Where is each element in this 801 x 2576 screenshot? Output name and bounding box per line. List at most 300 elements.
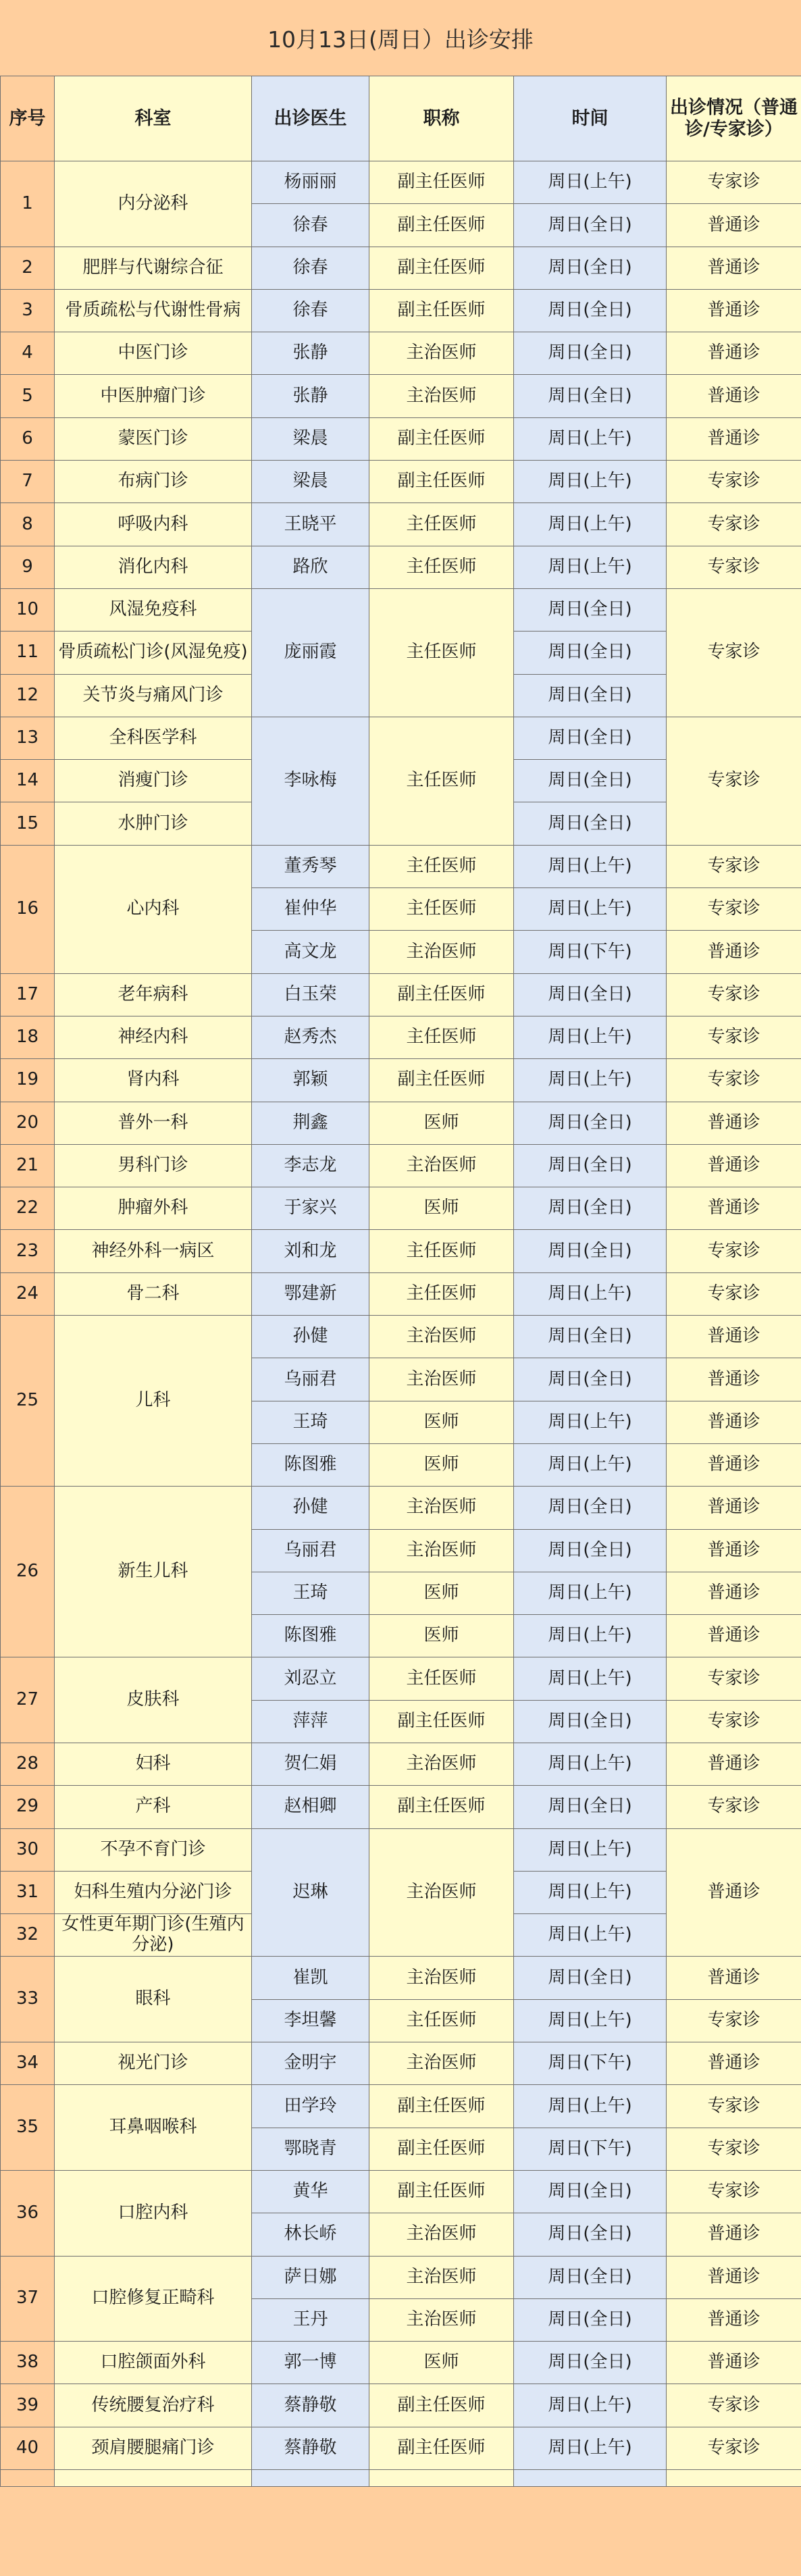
clinic-type: 普通诊 <box>667 247 801 289</box>
clinic-time: 周日(全日) <box>514 1144 667 1187</box>
row-number: 32 <box>1 1914 55 1957</box>
row-number: 9 <box>1 546 55 588</box>
department: 男科门诊 <box>55 1144 252 1187</box>
table-row <box>1 1272 801 1315</box>
empty-cell <box>514 2470 667 2487</box>
table-row <box>1 2342 801 2384</box>
doctor-name: 高文龙 <box>252 931 369 973</box>
table-footer-row <box>1 2470 801 2487</box>
doctor-name: 梁晨 <box>252 417 369 460</box>
header-time: 时间 <box>514 76 667 161</box>
doctor-title: 主任医师 <box>369 845 514 887</box>
table-row <box>1 1828 801 1871</box>
clinic-type: 专家诊 <box>667 461 801 503</box>
doctor-name: 赵相卿 <box>252 1786 369 1828</box>
row-number: 6 <box>1 417 55 460</box>
row-number: 22 <box>1 1187 55 1230</box>
clinic-time: 周日(全日) <box>514 674 667 717</box>
row-number: 20 <box>1 1102 55 1144</box>
clinic-time: 周日(上午) <box>514 1999 667 2042</box>
table-row <box>1 461 801 503</box>
doctor-title: 主治医师 <box>369 1316 514 1358</box>
clinic-type: 普通诊 <box>667 417 801 460</box>
department: 肾内科 <box>55 1059 252 1102</box>
clinic-time: 周日(上午) <box>514 1914 667 1957</box>
row-number: 19 <box>1 1059 55 1102</box>
doctor-name: 郭颖 <box>252 1059 369 1102</box>
table-row <box>1 1743 801 1785</box>
department: 中医肿瘤门诊 <box>55 375 252 417</box>
department: 颈肩腰腿痛门诊 <box>55 2427 252 2469</box>
row-number: 18 <box>1 1016 55 1058</box>
doctor-name: 田学玲 <box>252 2085 369 2128</box>
clinic-time: 周日(上午) <box>514 845 667 887</box>
clinic-time: 周日(上午) <box>514 546 667 588</box>
clinic-time: 周日(上午) <box>514 1615 667 1657</box>
clinic-time: 周日(全日) <box>514 375 667 417</box>
table-row <box>1 1144 801 1187</box>
clinic-type: 专家诊 <box>667 1700 801 1743</box>
empty-cell <box>369 2470 514 2487</box>
clinic-time: 周日(全日) <box>514 2256 667 2298</box>
doctor-name: 王琦 <box>252 1572 369 1614</box>
doctor-name: 王琦 <box>252 1401 369 1443</box>
table-row <box>1 417 801 460</box>
clinic-time: 周日(全日) <box>514 2213 667 2256</box>
doctor-name: 蔡静敬 <box>252 2427 369 2469</box>
row-number: 1 <box>1 161 55 247</box>
clinic-type: 普通诊 <box>667 1487 801 1529</box>
table-row <box>1 1230 801 1272</box>
table-row <box>1 2170 801 2213</box>
clinic-type: 普通诊 <box>667 1358 801 1401</box>
clinic-time: 周日(上午) <box>514 1059 667 1102</box>
row-number: 2 <box>1 247 55 289</box>
doctor-name: 张静 <box>252 375 369 417</box>
clinic-type: 专家诊 <box>667 588 801 717</box>
doctor-title: 医师 <box>369 1401 514 1443</box>
row-number: 15 <box>1 802 55 845</box>
table-row <box>1 375 801 417</box>
doctor-name: 金明宇 <box>252 2042 369 2085</box>
header-type: 出诊情况（普通诊/专家诊） <box>667 76 801 161</box>
doctor-title: 副主任医师 <box>369 2427 514 2469</box>
clinic-time: 周日(全日) <box>514 1957 667 1999</box>
clinic-time: 周日(上午) <box>514 1443 667 1486</box>
table-row <box>1 247 801 289</box>
doctor-name: 赵秀杰 <box>252 1016 369 1058</box>
schedule-table <box>0 76 801 2487</box>
department: 神经外科一病区 <box>55 1230 252 1272</box>
clinic-type: 专家诊 <box>667 2384 801 2427</box>
clinic-type: 普通诊 <box>667 1187 801 1230</box>
doctor-title: 副主任医师 <box>369 161 514 204</box>
clinic-time: 周日(全日) <box>514 1786 667 1828</box>
table-row <box>1 1016 801 1058</box>
table-row <box>1 1102 801 1144</box>
clinic-time: 周日(全日) <box>514 632 667 674</box>
doctor-name: 李坦馨 <box>252 1999 369 2042</box>
table-row <box>1 2042 801 2085</box>
header-doctor: 出诊医生 <box>252 76 369 161</box>
doctor-name: 蔡静敬 <box>252 2384 369 2427</box>
department: 视光门诊 <box>55 2042 252 2085</box>
row-number: 5 <box>1 375 55 417</box>
clinic-type: 专家诊 <box>667 1999 801 2042</box>
clinic-time: 周日(全日) <box>514 1700 667 1743</box>
row-number: 36 <box>1 2170 55 2256</box>
department: 全科医学科 <box>55 717 252 759</box>
clinic-time: 周日(全日) <box>514 588 667 631</box>
clinic-time: 周日(全日) <box>514 717 667 759</box>
clinic-type: 普通诊 <box>667 2213 801 2256</box>
doctor-name: 梁晨 <box>252 461 369 503</box>
clinic-type: 专家诊 <box>667 2128 801 2170</box>
doctor-name: 孙健 <box>252 1316 369 1358</box>
table-row <box>1 503 801 546</box>
table-row <box>1 588 801 631</box>
clinic-type: 普通诊 <box>667 375 801 417</box>
doctor-title: 医师 <box>369 2342 514 2384</box>
clinic-type: 专家诊 <box>667 888 801 931</box>
doctor-name: 崔仲华 <box>252 888 369 931</box>
table-row <box>1 845 801 887</box>
department: 老年病科 <box>55 973 252 1016</box>
empty-cell <box>1 2470 55 2487</box>
doctor-name: 于家兴 <box>252 1187 369 1230</box>
table-row <box>1 546 801 588</box>
department: 中医门诊 <box>55 332 252 375</box>
department: 骨质疏松与代谢性骨病 <box>55 289 252 332</box>
row-number: 4 <box>1 332 55 375</box>
clinic-time: 周日(全日) <box>514 289 667 332</box>
doctor-title: 副主任医师 <box>369 417 514 460</box>
row-number: 11 <box>1 632 55 674</box>
row-number: 34 <box>1 2042 55 2085</box>
row-number: 35 <box>1 2085 55 2171</box>
table-row <box>1 1187 801 1230</box>
doctor-title: 主任医师 <box>369 546 514 588</box>
doctor-name: 董秀琴 <box>252 845 369 887</box>
doctor-title: 副主任医师 <box>369 1700 514 1743</box>
clinic-type: 专家诊 <box>667 1657 801 1700</box>
clinic-time: 周日(下午) <box>514 2128 667 2170</box>
department: 蒙医门诊 <box>55 417 252 460</box>
table-row <box>1 1786 801 1828</box>
clinic-time: 周日(全日) <box>514 2170 667 2213</box>
department: 骨二科 <box>55 1272 252 1315</box>
clinic-type: 普通诊 <box>667 1401 801 1443</box>
row-number: 24 <box>1 1272 55 1315</box>
doctor-name: 贺仁娟 <box>252 1743 369 1785</box>
department: 传统腰复治疗科 <box>55 2384 252 2427</box>
header-dept: 科室 <box>55 76 252 161</box>
doctor-title: 医师 <box>369 1443 514 1486</box>
clinic-type: 普通诊 <box>667 1443 801 1486</box>
clinic-type: 普通诊 <box>667 2042 801 2085</box>
clinic-time: 周日(上午) <box>514 161 667 204</box>
department: 口腔修复正畸科 <box>55 2256 252 2342</box>
department: 关节炎与痛风门诊 <box>55 674 252 717</box>
clinic-time: 周日(全日) <box>514 973 667 1016</box>
doctor-title: 主任医师 <box>369 1272 514 1315</box>
doctor-title: 副主任医师 <box>369 247 514 289</box>
doctor-title: 主任医师 <box>369 503 514 546</box>
clinic-time: 周日(上午) <box>514 1828 667 1871</box>
clinic-type: 普通诊 <box>667 1828 801 1957</box>
department: 女性更年期门诊(生殖内分泌) <box>55 1914 252 1957</box>
doctor-title: 主任医师 <box>369 588 514 717</box>
table-row <box>1 2256 801 2298</box>
empty-cell <box>55 2470 252 2487</box>
clinic-type: 专家诊 <box>667 1272 801 1315</box>
clinic-type: 专家诊 <box>667 973 801 1016</box>
doctor-name: 杨丽丽 <box>252 161 369 204</box>
clinic-time: 周日(全日) <box>514 1316 667 1358</box>
row-number: 12 <box>1 674 55 717</box>
department: 口腔内科 <box>55 2170 252 2256</box>
doctor-name: 荆鑫 <box>252 1102 369 1144</box>
doctor-title: 副主任医师 <box>369 1786 514 1828</box>
doctor-name: 徐春 <box>252 247 369 289</box>
doctor-title: 主治医师 <box>369 1828 514 1957</box>
doctor-name: 萨日娜 <box>252 2256 369 2298</box>
doctor-title: 主治医师 <box>369 2042 514 2085</box>
department: 儿科 <box>55 1316 252 1487</box>
department: 消化内科 <box>55 546 252 588</box>
doctor-name: 黄华 <box>252 2170 369 2213</box>
clinic-time: 周日(上午) <box>514 1272 667 1315</box>
empty-cell <box>252 2470 369 2487</box>
doctor-title: 副主任医师 <box>369 2384 514 2427</box>
row-number: 31 <box>1 1871 55 1913</box>
doctor-title: 主治医师 <box>369 1487 514 1529</box>
doctor-name: 崔凯 <box>252 1957 369 1999</box>
doctor-name: 庞丽霞 <box>252 588 369 717</box>
clinic-type: 普通诊 <box>667 2298 801 2341</box>
row-number: 23 <box>1 1230 55 1272</box>
clinic-time: 周日(全日) <box>514 1529 667 1572</box>
clinic-time: 周日(全日) <box>514 247 667 289</box>
clinic-time: 周日(上午) <box>514 1401 667 1443</box>
table-row <box>1 717 801 759</box>
doctor-title: 主任医师 <box>369 888 514 931</box>
row-number: 7 <box>1 461 55 503</box>
clinic-time: 周日(上午) <box>514 1657 667 1700</box>
department: 神经内科 <box>55 1016 252 1058</box>
clinic-type: 普通诊 <box>667 1615 801 1657</box>
row-number: 37 <box>1 2256 55 2342</box>
department: 消瘦门诊 <box>55 760 252 802</box>
doctor-title: 副主任医师 <box>369 2128 514 2170</box>
doctor-title: 主治医师 <box>369 1144 514 1187</box>
row-number: 33 <box>1 1957 55 2042</box>
clinic-type: 专家诊 <box>667 503 801 546</box>
clinic-type: 专家诊 <box>667 717 801 845</box>
clinic-time: 周日(全日) <box>514 332 667 375</box>
row-number: 26 <box>1 1487 55 1657</box>
table-row <box>1 332 801 375</box>
doctor-title: 主治医师 <box>369 1743 514 1785</box>
doctor-name: 路欣 <box>252 546 369 588</box>
clinic-time: 周日(全日) <box>514 1102 667 1144</box>
clinic-time: 周日(上午) <box>514 461 667 503</box>
department: 布病门诊 <box>55 461 252 503</box>
department: 内分泌科 <box>55 161 252 247</box>
doctor-name: 孙健 <box>252 1487 369 1529</box>
header-title: 职称 <box>369 76 514 161</box>
department: 耳鼻咽喉科 <box>55 2085 252 2171</box>
clinic-type: 普通诊 <box>667 204 801 247</box>
doctor-name: 白玉荣 <box>252 973 369 1016</box>
doctor-name: 陈图雅 <box>252 1443 369 1486</box>
row-number: 21 <box>1 1144 55 1187</box>
doctor-title: 主任医师 <box>369 1230 514 1272</box>
doctor-name: 徐春 <box>252 289 369 332</box>
doctor-name: 鄂晓青 <box>252 2128 369 2170</box>
page-title: 10月13日(周日）出诊安排 <box>0 0 801 76</box>
clinic-type: 普通诊 <box>667 2342 801 2384</box>
department: 心内科 <box>55 845 252 973</box>
clinic-time: 周日(全日) <box>514 204 667 247</box>
department: 水肿门诊 <box>55 802 252 845</box>
clinic-type: 普通诊 <box>667 1529 801 1572</box>
row-number: 30 <box>1 1828 55 1871</box>
doctor-name: 林长峤 <box>252 2213 369 2256</box>
clinic-time: 周日(全日) <box>514 1187 667 1230</box>
clinic-time: 周日(全日) <box>514 2342 667 2384</box>
clinic-type: 专家诊 <box>667 161 801 204</box>
schedule-body <box>1 161 801 2487</box>
clinic-type: 普通诊 <box>667 332 801 375</box>
table-row <box>1 2427 801 2469</box>
doctor-title: 副主任医师 <box>369 2085 514 2128</box>
row-number: 16 <box>1 845 55 973</box>
doctor-name: 刘和龙 <box>252 1230 369 1272</box>
table-row <box>1 2085 801 2128</box>
clinic-time: 周日(上午) <box>514 888 667 931</box>
clinic-type: 专家诊 <box>667 2085 801 2128</box>
clinic-time: 周日(上午) <box>514 1743 667 1785</box>
clinic-type: 专家诊 <box>667 1059 801 1102</box>
table-row <box>1 289 801 332</box>
clinic-type: 普通诊 <box>667 289 801 332</box>
table-row <box>1 973 801 1016</box>
row-number: 25 <box>1 1316 55 1487</box>
doctor-name: 萍萍 <box>252 1700 369 1743</box>
row-number: 14 <box>1 760 55 802</box>
header-row <box>1 76 801 161</box>
department: 骨质疏松门诊(风湿免疫) <box>55 632 252 674</box>
clinic-time: 周日(下午) <box>514 2042 667 2085</box>
table-row <box>1 1487 801 1529</box>
department: 妇科 <box>55 1743 252 1785</box>
doctor-name: 刘忍立 <box>252 1657 369 1700</box>
doctor-title: 主治医师 <box>369 375 514 417</box>
row-number: 13 <box>1 717 55 759</box>
department: 肿瘤外科 <box>55 1187 252 1230</box>
header-no: 序号 <box>1 76 55 161</box>
clinic-time: 周日(全日) <box>514 802 667 845</box>
doctor-name: 王丹 <box>252 2298 369 2341</box>
department: 口腔颌面外科 <box>55 2342 252 2384</box>
clinic-type: 专家诊 <box>667 2170 801 2213</box>
doctor-title: 主治医师 <box>369 332 514 375</box>
row-number: 8 <box>1 503 55 546</box>
clinic-type: 专家诊 <box>667 845 801 887</box>
clinic-type: 专家诊 <box>667 1786 801 1828</box>
department: 不孕不育门诊 <box>55 1828 252 1871</box>
clinic-type: 专家诊 <box>667 546 801 588</box>
table-row <box>1 2384 801 2427</box>
clinic-type: 普通诊 <box>667 1316 801 1358</box>
clinic-type: 普通诊 <box>667 931 801 973</box>
clinic-time: 周日(上午) <box>514 2085 667 2128</box>
clinic-time: 周日(下午) <box>514 931 667 973</box>
doctor-title: 医师 <box>369 1572 514 1614</box>
row-number: 28 <box>1 1743 55 1785</box>
row-number: 29 <box>1 1786 55 1828</box>
doctor-title: 副主任医师 <box>369 973 514 1016</box>
row-number: 3 <box>1 289 55 332</box>
doctor-title: 主治医师 <box>369 2256 514 2298</box>
clinic-type: 专家诊 <box>667 2427 801 2469</box>
doctor-title: 医师 <box>369 1102 514 1144</box>
clinic-time: 周日(上午) <box>514 2427 667 2469</box>
department: 风湿免疫科 <box>55 588 252 631</box>
clinic-time: 周日(上午) <box>514 1016 667 1058</box>
department: 肥胖与代谢综合征 <box>55 247 252 289</box>
clinic-type: 普通诊 <box>667 2256 801 2298</box>
doctor-title: 主治医师 <box>369 1957 514 1999</box>
doctor-name: 李志龙 <box>252 1144 369 1187</box>
clinic-time: 周日(上午) <box>514 503 667 546</box>
department: 皮肤科 <box>55 1657 252 1743</box>
doctor-title: 副主任医师 <box>369 204 514 247</box>
clinic-time: 周日(全日) <box>514 1487 667 1529</box>
table-row <box>1 1059 801 1102</box>
table-row <box>1 1657 801 1700</box>
doctor-name: 乌丽君 <box>252 1358 369 1401</box>
empty-cell <box>667 2470 801 2487</box>
doctor-name: 鄂建新 <box>252 1272 369 1315</box>
department: 眼科 <box>55 1957 252 2042</box>
clinic-type: 普通诊 <box>667 1572 801 1614</box>
doctor-title: 主任医师 <box>369 1999 514 2042</box>
clinic-type: 专家诊 <box>667 1230 801 1272</box>
doctor-title: 医师 <box>369 1615 514 1657</box>
doctor-title: 副主任医师 <box>369 1059 514 1102</box>
doctor-name: 张静 <box>252 332 369 375</box>
row-number: 10 <box>1 588 55 631</box>
clinic-time: 周日(全日) <box>514 2298 667 2341</box>
doctor-name: 迟琳 <box>252 1828 369 1957</box>
clinic-time: 周日(全日) <box>514 1358 667 1401</box>
clinic-time: 周日(上午) <box>514 1572 667 1614</box>
clinic-type: 普通诊 <box>667 1102 801 1144</box>
doctor-title: 主治医师 <box>369 2213 514 2256</box>
row-number: 17 <box>1 973 55 1016</box>
table-row <box>1 161 801 204</box>
table-row <box>1 1957 801 1999</box>
department: 新生儿科 <box>55 1487 252 1657</box>
doctor-title: 副主任医师 <box>369 289 514 332</box>
doctor-title: 主治医师 <box>369 2298 514 2341</box>
clinic-type: 普通诊 <box>667 1743 801 1785</box>
doctor-title: 主治医师 <box>369 1529 514 1572</box>
doctor-name: 郭一博 <box>252 2342 369 2384</box>
doctor-name: 乌丽君 <box>252 1529 369 1572</box>
